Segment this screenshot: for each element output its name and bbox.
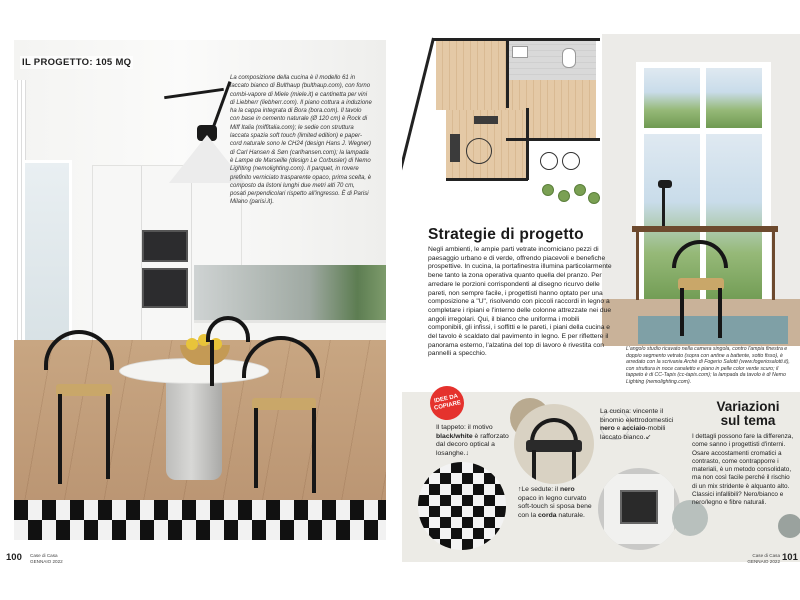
oven-bottom	[142, 268, 188, 308]
oven-detail-image	[598, 468, 680, 550]
tip-kitchen: La cucina: vincente il binomio elettrodomestici nero e acciaio-mobili laccato bianco.↙	[600, 408, 674, 441]
oven-top	[142, 230, 188, 262]
desk-lamp	[662, 184, 665, 226]
project-label: IL PROGETTO: 105 MQ	[22, 57, 132, 68]
magazine-issue: GENNAIO 2022	[30, 559, 63, 564]
study-desk	[632, 226, 778, 232]
magazine-issue: GENNAIO 2022	[747, 559, 780, 564]
study-window	[636, 62, 771, 312]
plan-table	[466, 138, 492, 164]
chair-detail-image	[514, 404, 594, 484]
variations-text: I dettagli possono fare la differenza, come sanno i progettisti d'interni. Osare accostamenti cromatici a contrasto, come contrapporre i materiali, è un metodo consolidato, ma non così facile perché il rischio di un mix stridente è alquanto alto. Classici infallibili? Nero/bianco e nero/legno e fibre naturali.	[692, 433, 794, 507]
sage-swatch	[778, 514, 800, 538]
study-photo	[602, 34, 800, 346]
variations-title: Variazioni sul tema	[716, 399, 780, 428]
left-page	[0, 0, 398, 600]
study-rug	[638, 316, 788, 344]
mirror-backsplash	[194, 265, 386, 320]
section-title: Strategie di progetto	[428, 226, 584, 243]
photo-caption: La composizione della cucina è il modello 61 in laccato bianco di Bulthaup (bulthaup.com), con forno combi-vapore di Miele (miele.it) e cantinetta per vini di Liebherr (liebherr.com). Il piano cottura a induzione ha la cappa integrata di Bora (bora.com). Il tavolo con base in cemento naturale (Ø 120 cm) è Rock di Miff Italia (miffitalia.com); le sedie con struttura laccata spazia soft touch (limited edition) e paper-cord naturale sono le CH24 (design Hans J. Wegner) di Carl Hansen & Søn (carlhansen.com); la lampada è Lampe de Marseille (design Le Corbusier) di Nemo Lighting (nemolighting.com). Il parquet, in rovere prefinito verniciato trasparente opaco, prima scelta, è composto da listoni lunghi due metri alti 70 cm, posati perpendicolari rispetto all'ingresso. È di Parisi Milano (parisi.it).	[230, 75, 372, 206]
study-caption: L'angolo studio ricavato nella camera singola, contro l'ampia finestra e doppio segmento vetrato (sopra con antine a battente, sotto fisso), è arredato con la scrivania Archè di Fogerio Salotti (www.fogeriosalotti.it), con struttura in noce canaletto e piano in pelle color verde scuro; il tappeto è di CC-Tapis (cc-tapis.com); la lampada da tavolo è di Nemo Lighting (nemolighting.com).	[626, 346, 790, 385]
page-number: 101	[782, 552, 798, 563]
magazine-name: Case di Casa	[752, 553, 780, 558]
table-base	[166, 380, 222, 480]
ideas-stamp: IDEE DA COPIARE	[427, 383, 467, 423]
magazine-name: Case di Casa	[30, 553, 58, 558]
floor-plan	[402, 34, 602, 214]
page-number: 100	[6, 552, 22, 563]
right-page	[402, 0, 800, 600]
tip-chairs: ↑Le sedute: il nero opaco in legno curvato soft-touch si sposa bene con la corda naturale.	[518, 486, 592, 519]
tip-rug: Il tappeto: il motivo black/white è rafforzato dal decoro optical a losanghe.↓	[436, 424, 509, 457]
body-text: Negli ambienti, le ampie parti vetrate incorniciano pezzi di paesaggio urbano e di verde, offrendo piacevoli e benefiche prospettive. In cucina, la portafinestra illumina particolarmente bene tanto la zona operativa quanto quella del pranzo. Per arredare le porzioni corrispondenti al disegno ricurvo delle pareti, non sempre facile, i progettisti hanno optato per una composizione a "U", risolvendo con piccoli raccordi in legno a completare i ripiani e l'interno delle colonne attrezzate nei due angoli irregolari. Qui, il bianco che uniforma i mobili componibili, gli infissi, i soffitti e le pareti, i piani della cucina e del tavolo è scaldato dal pavimento in legno. E per riflettere il panorama esterno, l'alzatina del top di lavoro è rivestita con pannelli a specchio.	[428, 246, 612, 358]
rug-detail-image	[418, 462, 506, 550]
